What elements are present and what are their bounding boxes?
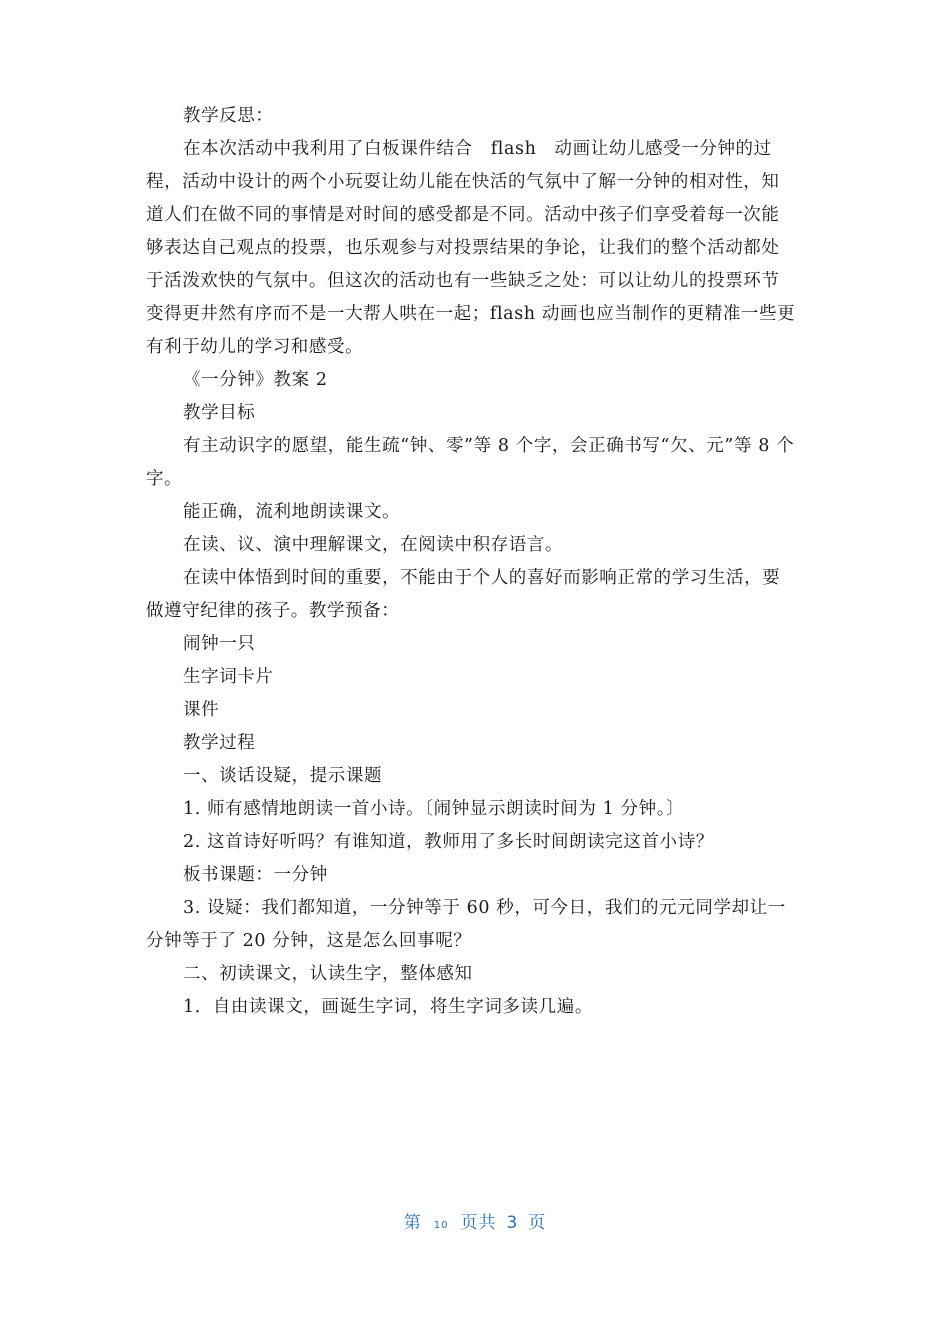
heading-teaching-reflection: 教学反思： (183, 106, 274, 126)
page-footer (0, 1208, 950, 1233)
step-1-1: 1. 师有感情地朗读一首小诗。〔闹钟显示朗读时间为 1 分钟。〕 (183, 799, 685, 819)
heading-teaching-process: 教学过程 (183, 733, 256, 753)
footer-suffix: 页 (528, 1213, 547, 1233)
section-2-heading: 二、初读课文，认读生字，整体感知 (183, 964, 473, 984)
goal-reading: 能正确，流利地朗读课文。 (183, 502, 401, 522)
reflection-paragraph: 在本次活动中我利用了白板课件结合 flash 动画让幼儿感受一分钟的过程，活动中设计的两个小玩耍让幼儿能在快活的气氛中了解一分钟的相对性，知道人们在做不同的事情是对时间的感受都是不同。活动中孩子们享受着每一次能够表达自己观点的投票，也乐观参与对投票结果的争论，让我们的整个活动都处于活泼欢快的气氛中。但这次的活动也有一些缺乏之处：可以让幼儿的投票环节变得更井然有序而不是一大帮人哄在一起；flash 动画也应当制作的更精准一些更有利于幼儿的学习和感受。 (146, 139, 796, 357)
step-1-2: 2. 这首诗好听吗？有谁知道，教师用了多长时间朗读完这首小诗？ (183, 832, 714, 852)
prep-word-cards: 生字词卡片 (183, 667, 274, 687)
section-1-heading: 一、谈话设疑，提示课题 (183, 766, 383, 786)
footer-middle: 页共 (460, 1213, 497, 1233)
footer-total-pages: 3 (506, 1213, 519, 1233)
lesson-plan-2-title: 《一分钟》教案 2 (183, 370, 328, 390)
board-title: 板书课题：一分钟 (183, 865, 328, 885)
step-1-3: 3. 设疑：我们都知道，一分钟等于 60 秒，可今日，我们的元元同学却让一分钟等于了 20 分钟，这是怎么回事呢？ (146, 898, 786, 951)
goal-literacy: 有主动识字的愿望，能生疏“钟、零”等 8 个字，会正确书写“欠、元”等 8 个字。 (146, 436, 795, 489)
prep-alarm-clock: 闹钟一只 (183, 634, 256, 654)
heading-teaching-goals: 教学目标 (183, 403, 256, 423)
footer-prefix: 第 (403, 1213, 422, 1233)
prep-courseware: 课件 (183, 700, 220, 720)
footer-current-page: 10 (433, 1220, 449, 1231)
step-2-1: 1．自由读课文，画诞生字词，将生字词多读几遍。 (183, 997, 593, 1017)
document-body (146, 100, 796, 1024)
goal-time-importance: 在读中体悟到时间的重要，不能由于个人的喜好而影响正常的学习生活，要做遵守纪律的孩子。教学预备： (146, 568, 781, 621)
goal-understanding: 在读、议、演中理解课文，在阅读中积存语言。 (183, 535, 564, 555)
